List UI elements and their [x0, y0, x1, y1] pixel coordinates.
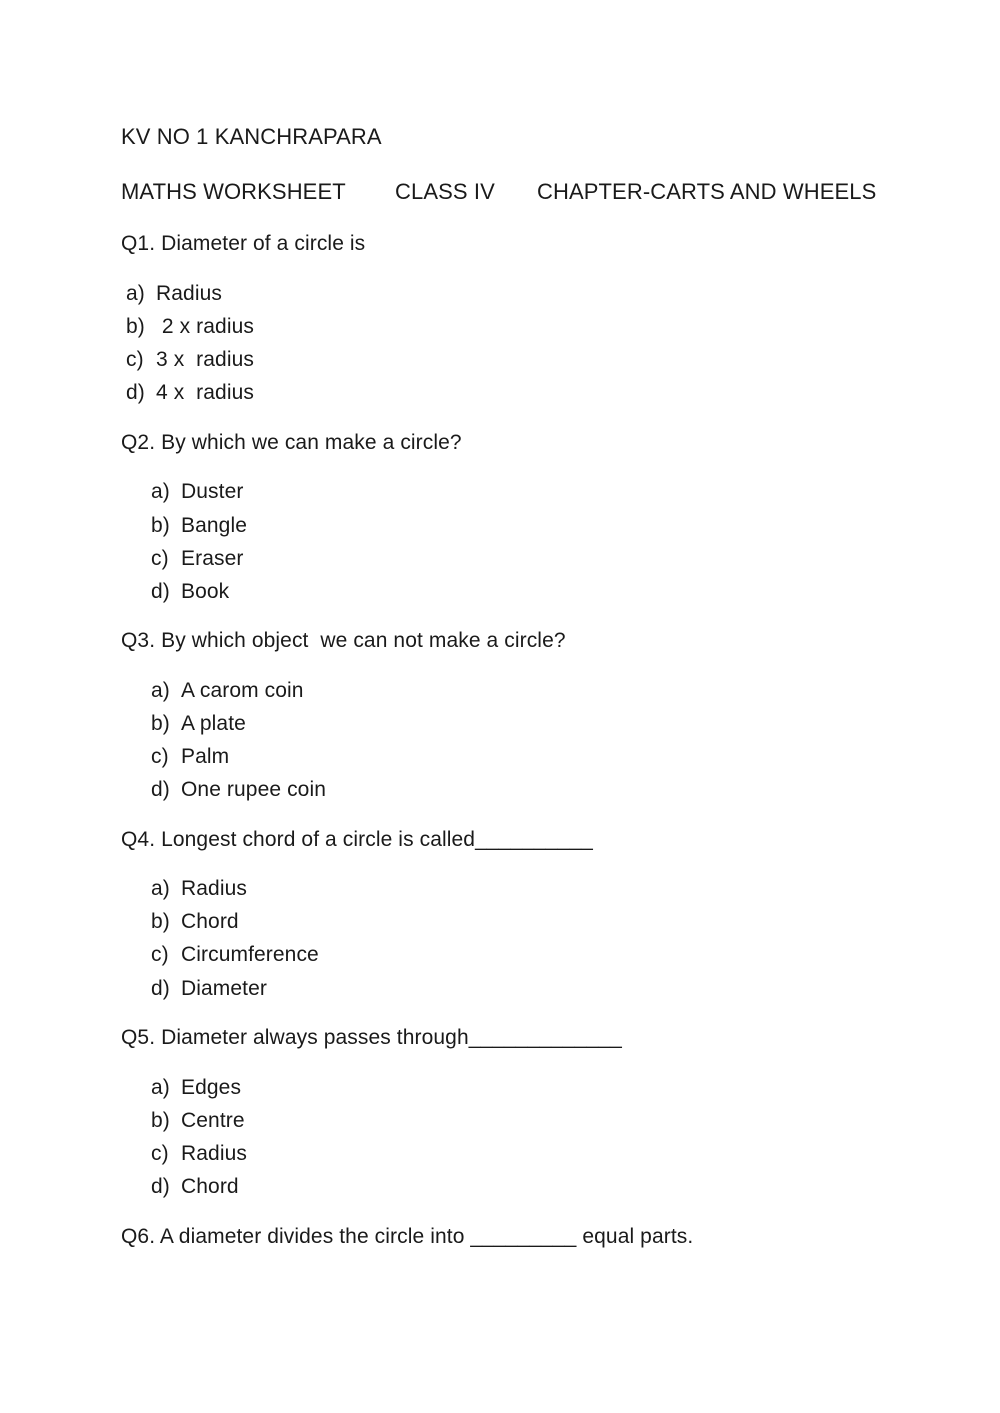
- option-letter: a): [126, 282, 145, 305]
- option-letter: a): [151, 679, 170, 702]
- option-q2-b: [151, 513, 247, 539]
- option-text: Diameter: [181, 977, 267, 1000]
- option-q4-c: [151, 942, 319, 968]
- option-q3-c: [151, 744, 229, 770]
- option-letter: d): [151, 977, 170, 1000]
- option-q3-b: [151, 711, 246, 737]
- option-q5-a: [151, 1075, 241, 1101]
- option-text: Duster: [181, 480, 244, 503]
- option-text: Radius: [156, 282, 222, 305]
- option-letter: c): [151, 745, 169, 768]
- question-5: Q5. Diameter always passes through_____________: [121, 1026, 622, 1049]
- option-letter: c): [151, 943, 169, 966]
- option-letter: a): [151, 877, 170, 900]
- question-1: Q1. Diameter of a circle is: [121, 232, 366, 255]
- option-q4-b: [151, 909, 239, 935]
- option-letter: c): [151, 1142, 169, 1165]
- worksheet-chapter: CHAPTER-CARTS AND WHEELS: [537, 179, 877, 204]
- option-text: 2 x radius: [156, 315, 254, 338]
- option-letter: a): [151, 480, 170, 503]
- option-text: Radius: [181, 877, 247, 900]
- option-q2-c: [151, 546, 243, 572]
- option-text: Circumference: [181, 943, 319, 966]
- option-letter: b): [151, 910, 170, 933]
- option-text: Book: [181, 580, 230, 603]
- option-letter: b): [126, 315, 145, 338]
- option-q5-d: [151, 1174, 239, 1200]
- option-q1-b: [126, 314, 254, 340]
- option-q4-d: [151, 976, 267, 1002]
- option-letter: b): [151, 514, 170, 537]
- option-letter: b): [151, 1109, 170, 1132]
- option-text: One rupee coin: [181, 778, 326, 801]
- option-text: Chord: [181, 910, 239, 933]
- question-2: Q2. By which we can make a circle?: [121, 431, 462, 454]
- option-q1-d: [126, 380, 254, 406]
- option-q2-d: [151, 579, 229, 605]
- option-text: Palm: [181, 745, 230, 768]
- worksheet-class: CLASS IV: [395, 179, 495, 204]
- option-letter: d): [151, 1175, 170, 1198]
- option-q5-c: [151, 1141, 247, 1167]
- option-text: Radius: [181, 1142, 247, 1165]
- option-letter: c): [151, 547, 169, 570]
- option-letter: d): [151, 778, 170, 801]
- option-text: 4 x radius: [156, 381, 254, 404]
- option-text: Eraser: [181, 547, 244, 570]
- worksheet-subject: MATHS WORKSHEET: [121, 179, 346, 204]
- question-4: Q4. Longest chord of a circle is called__________: [121, 828, 593, 851]
- option-q2-a: [151, 479, 243, 505]
- option-q3-d: [151, 777, 326, 803]
- option-q5-b: [151, 1108, 245, 1134]
- option-q4-a: [151, 876, 247, 902]
- option-q1-a: [126, 281, 222, 307]
- option-text: Bangle: [181, 514, 247, 537]
- option-text: Edges: [181, 1076, 242, 1099]
- option-letter: a): [151, 1076, 170, 1099]
- school-name: KV NO 1 KANCHRAPARA: [121, 124, 382, 149]
- question-3: Q3. By which object we can not make a circle?: [121, 629, 566, 652]
- option-letter: c): [126, 348, 144, 371]
- option-text: Chord: [181, 1175, 239, 1198]
- option-text: Centre: [181, 1109, 245, 1132]
- option-text: A carom coin: [181, 679, 304, 702]
- option-text: 3 x radius: [156, 348, 254, 371]
- option-q3-a: [151, 678, 304, 704]
- option-text: A plate: [181, 712, 246, 735]
- option-letter: d): [151, 580, 170, 603]
- option-q1-c: [126, 347, 254, 373]
- question-6: Q6. A diameter divides the circle into _________ equal parts.: [121, 1225, 694, 1248]
- option-letter: d): [126, 381, 145, 404]
- option-letter: b): [151, 712, 170, 735]
